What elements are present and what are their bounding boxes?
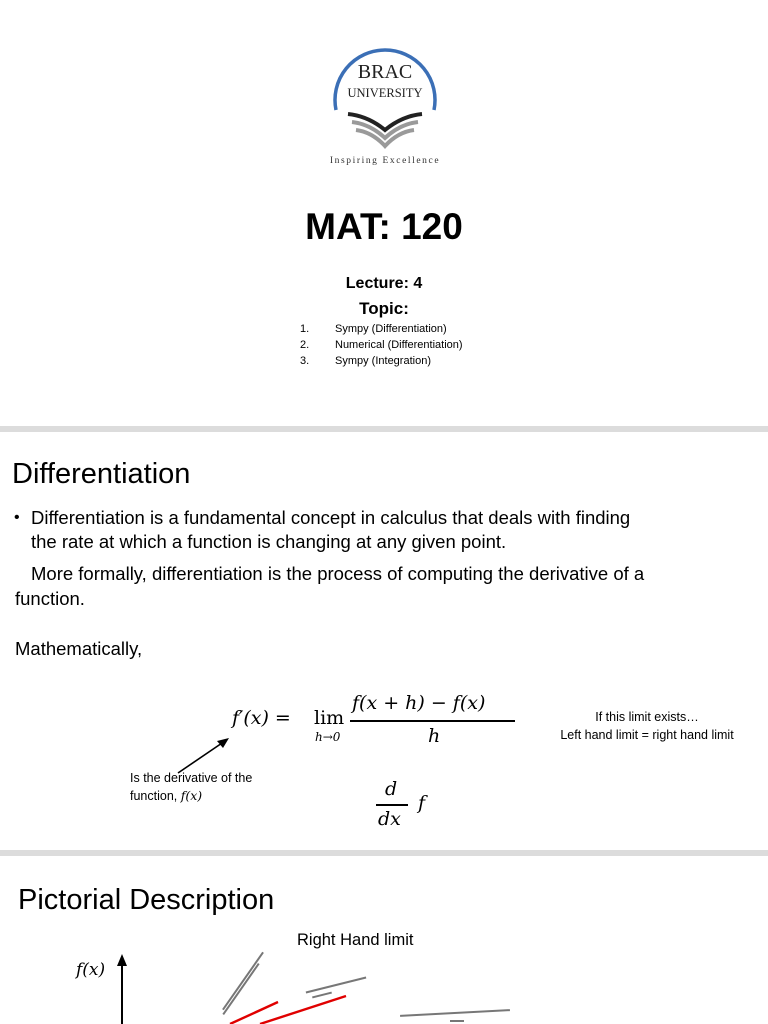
ddx-numerator: d: [385, 778, 398, 800]
paragraph-line: function.: [15, 588, 85, 609]
formula-lim-subscript: h→0: [315, 730, 341, 744]
formula-lim: lim: [314, 707, 345, 729]
logo-brac-text: BRAC: [357, 61, 413, 83]
fraction-bar: [376, 804, 408, 806]
paragraph-line: Mathematically,: [15, 638, 143, 659]
fraction-bar: [350, 720, 515, 722]
brac-university-logo: [318, 32, 452, 168]
lecture-number: Lecture: 4: [345, 275, 423, 292]
paragraph-line: More formally, differentiation is the process of computing the derivative of a: [31, 563, 645, 584]
paragraph-line: the rate at which a function is changing at any given point.: [31, 531, 507, 552]
list-number: 3.: [300, 355, 310, 367]
paragraph-line: Differentiation is a fundamental concept in calculus that deals with finding: [31, 507, 631, 528]
list-text: Sympy (Differentiation): [335, 323, 447, 335]
topic-heading: Topic:: [359, 299, 409, 318]
slide-heading: Pictorial Description: [18, 884, 275, 916]
topic-list: [300, 321, 463, 369]
secant-sketch: [100, 940, 540, 1024]
label-text: function,: [130, 789, 181, 803]
handwritten-scribble: [222, 952, 510, 1022]
derivative-label: [130, 770, 252, 805]
course-title: MAT: 120: [305, 206, 463, 247]
axis-arrow-icon: [117, 954, 127, 966]
formula-lhs: f′(x) =: [232, 707, 291, 729]
bullet-icon: •: [14, 509, 20, 526]
list-item: [300, 321, 463, 337]
list-item: [300, 337, 463, 353]
logo-university-text: UNIVERSITY: [347, 86, 423, 100]
limit-note: [536, 708, 758, 744]
arrow-icon: [175, 735, 235, 775]
y-axis-label: f(x): [76, 960, 106, 980]
label-line: [130, 787, 252, 805]
note-line: If this limit exists…: [595, 710, 699, 724]
list-item: [300, 353, 463, 369]
ddx-function: f: [418, 792, 426, 814]
note-line: Left hand limit = right hand limit: [560, 728, 734, 742]
logo-emblem: [318, 32, 452, 168]
secant-line: [260, 996, 346, 1024]
right-hand-limit-label: Right Hand limit: [297, 931, 414, 949]
ddx-denominator: dx: [378, 808, 401, 830]
list-text: Numerical (Differentiation): [335, 339, 463, 351]
label-line: Is the derivative of the: [130, 771, 253, 785]
list-number: 1.: [300, 323, 310, 335]
list-text: Sympy (Integration): [335, 355, 431, 367]
logo-tagline: Inspiring Excellence: [329, 156, 441, 166]
label-fx: f(x): [180, 788, 203, 803]
slide-heading: Differentiation: [12, 458, 191, 490]
list-number: 2.: [300, 339, 310, 351]
formula-denominator: h: [428, 725, 441, 747]
formula-numerator: f(x + h) − f(x): [352, 692, 486, 714]
